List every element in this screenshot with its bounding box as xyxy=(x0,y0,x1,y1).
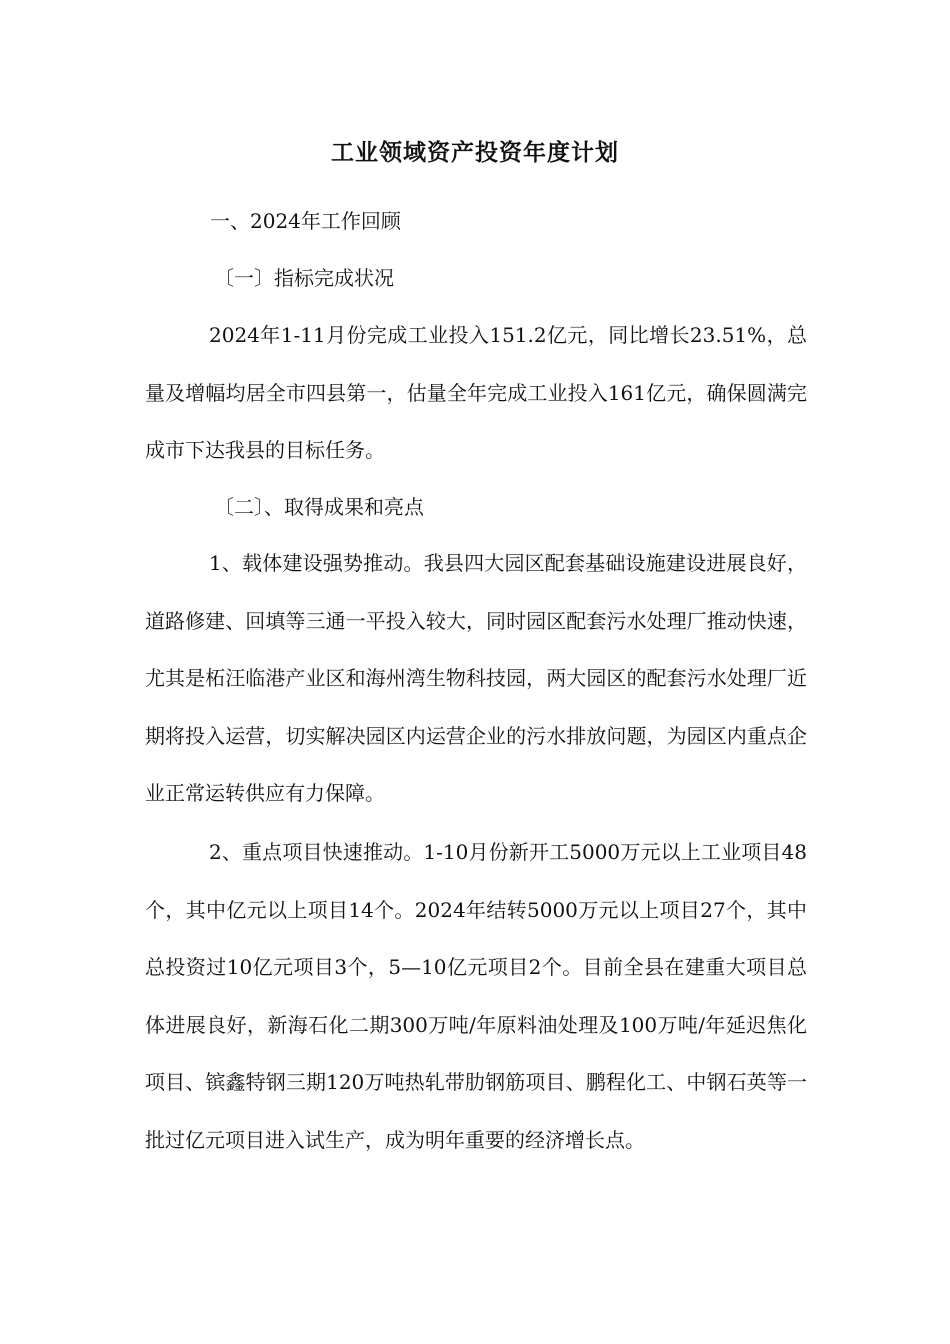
paragraph-carrier-construction: 1、载体建设强势推动。我县四大园区配套基础设施建设进展良好，道路修建、回填等三通一平投入较大，同时园区配套污水处理厂推动快速，尤其是柘汪临港产业区和海州湾生物科技园，两大园区的配套污水处理厂近期将投入运营，切实解决园区内运营企业的污水排放问题，为园区内重点企业正常运转供应有力保障。 xyxy=(145,551,807,805)
subsection-heading-indicators: 〔一〕指标完成状况 xyxy=(214,266,394,290)
paragraph-key-projects: 2、重点项目快速推动。1-10月份新开工5000万元以上工业项目48个，其中亿元以上项目14个。2024年结转5000万元以上项目27个，其中总投资过10亿元项目3个，5—10亿元项目2个。目前全县在建重大项目总体进展良好，新海石化二期300万吨/年原料油处理及100万吨/年延迟焦化项目、镔鑫特钢三期120万吨热轧带肋钢筋项目、鹏程化工、中钢石英等一批过亿元项目进入试生产，成为明年重要的经济增长点。 xyxy=(145,840,807,1152)
paragraph-indicator-completion: 2024年1-11月份完成工业投入151.2亿元，同比增长23.51%，总量及增幅均居全市四县第一，估量全年完成工业投入161亿元，确保圆满完成市下达我县的目标任务。 xyxy=(145,323,807,462)
document-title: 工业领域资产投资年度计划 xyxy=(331,139,619,166)
subsection-heading-achievements: 〔二〕、取得成果和亮点 xyxy=(214,495,424,519)
section-heading-review: 一、2024年工作回顾 xyxy=(210,209,401,233)
